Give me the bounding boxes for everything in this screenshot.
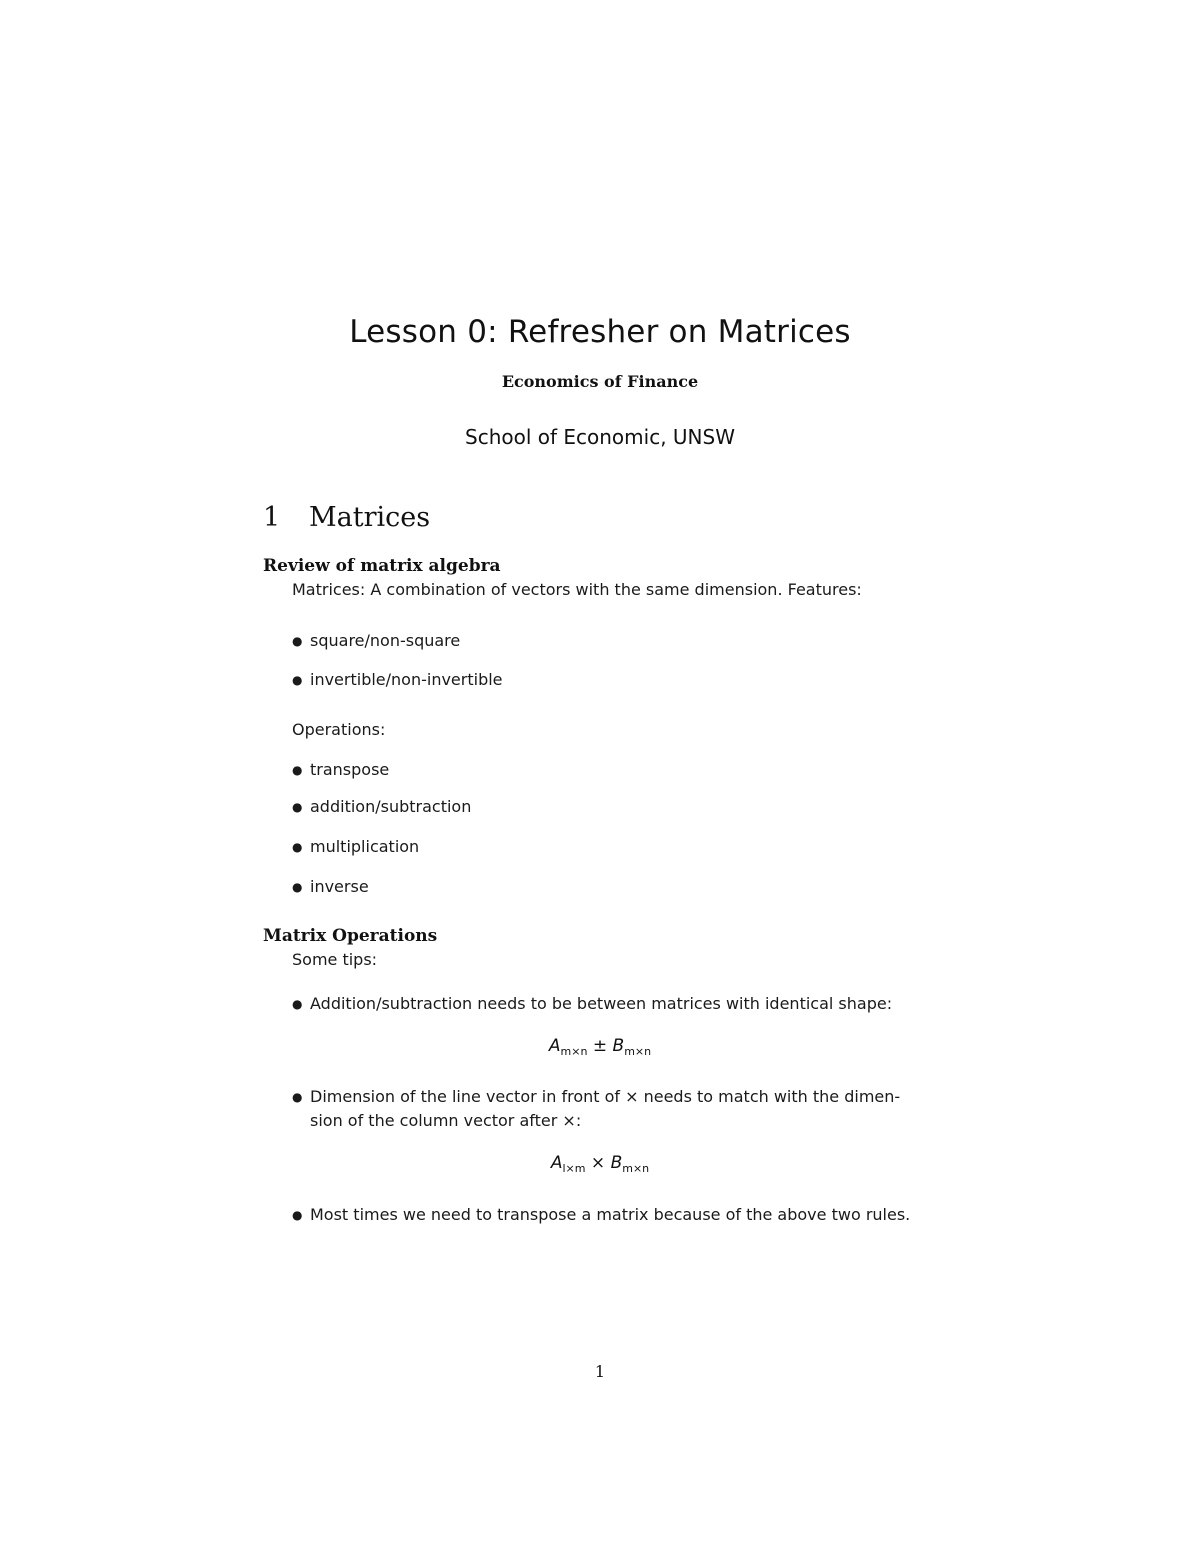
matrix-b-dim: m×n bbox=[624, 1045, 652, 1058]
bullet-icon: ● bbox=[292, 840, 303, 854]
bullet-icon: ● bbox=[292, 800, 303, 814]
operations-label: Operations: bbox=[292, 720, 386, 739]
list-item bbox=[292, 760, 389, 779]
review-heading: Review of matrix algebra bbox=[263, 556, 501, 576]
matrix-a: A bbox=[548, 1036, 561, 1056]
tips-intro: Some tips: bbox=[292, 950, 378, 969]
bullet-icon: ● bbox=[292, 763, 303, 777]
section-number: 1 bbox=[263, 502, 281, 533]
list-item-text: Dimension of the line vector in front of × needs to match with the dimen- bbox=[310, 1087, 901, 1106]
document-affiliation: School of Economic, UNSW bbox=[465, 425, 735, 449]
section-heading bbox=[263, 502, 430, 533]
matrix-a-dim: m×n bbox=[560, 1045, 588, 1058]
list-item-text: Most times we need to transpose a matrix because of the above two rules. bbox=[310, 1205, 911, 1224]
section-title: Matrices bbox=[309, 502, 431, 533]
matrix-a-dim: l×m bbox=[562, 1162, 586, 1175]
matrix-operations-heading: Matrix Operations bbox=[263, 926, 438, 946]
page-number: 1 bbox=[594, 1362, 606, 1381]
bullet-icon: ● bbox=[292, 1090, 303, 1104]
list-item-continuation: sion of the column vector after ×: bbox=[310, 1111, 582, 1130]
list-item bbox=[292, 994, 892, 1013]
bullet-icon: ● bbox=[292, 880, 303, 894]
list-item bbox=[292, 631, 460, 650]
list-item-text: inverse bbox=[310, 877, 369, 896]
bullet-icon: ● bbox=[292, 997, 303, 1011]
document-title: Lesson 0: Refresher on Matrices bbox=[349, 314, 851, 350]
review-intro: Matrices: A combination of vectors with the same dimension. Features: bbox=[292, 580, 862, 599]
list-item-text: Addition/subtraction needs to be between matrices with identical shape: bbox=[310, 994, 893, 1013]
bullet-icon: ● bbox=[292, 673, 303, 687]
equation-multiplication bbox=[0, 1153, 1200, 1175]
matrix-b-dim: m×n bbox=[622, 1162, 650, 1175]
operator: × bbox=[590, 1153, 606, 1173]
list-item-text: square/non-square bbox=[310, 631, 461, 650]
document-subtitle: Economics of Finance bbox=[501, 372, 699, 391]
matrix-b: B bbox=[612, 1036, 625, 1056]
list-item-text: transpose bbox=[310, 760, 390, 779]
bullet-icon: ● bbox=[292, 1208, 303, 1222]
bullet-icon: ● bbox=[292, 634, 303, 648]
list-item bbox=[292, 1087, 900, 1106]
list-item-text: multiplication bbox=[310, 837, 420, 856]
equation-addition bbox=[0, 1036, 1200, 1058]
list-item bbox=[292, 837, 419, 856]
list-item-text: invertible/non-invertible bbox=[310, 670, 503, 689]
list-item bbox=[292, 1205, 910, 1224]
operator: ± bbox=[592, 1036, 608, 1056]
list-item bbox=[292, 797, 471, 816]
list-item bbox=[292, 877, 369, 896]
matrix-b: B bbox=[610, 1153, 623, 1173]
list-item bbox=[292, 670, 503, 689]
list-item-text: addition/subtraction bbox=[310, 797, 472, 816]
matrix-a: A bbox=[550, 1153, 563, 1173]
